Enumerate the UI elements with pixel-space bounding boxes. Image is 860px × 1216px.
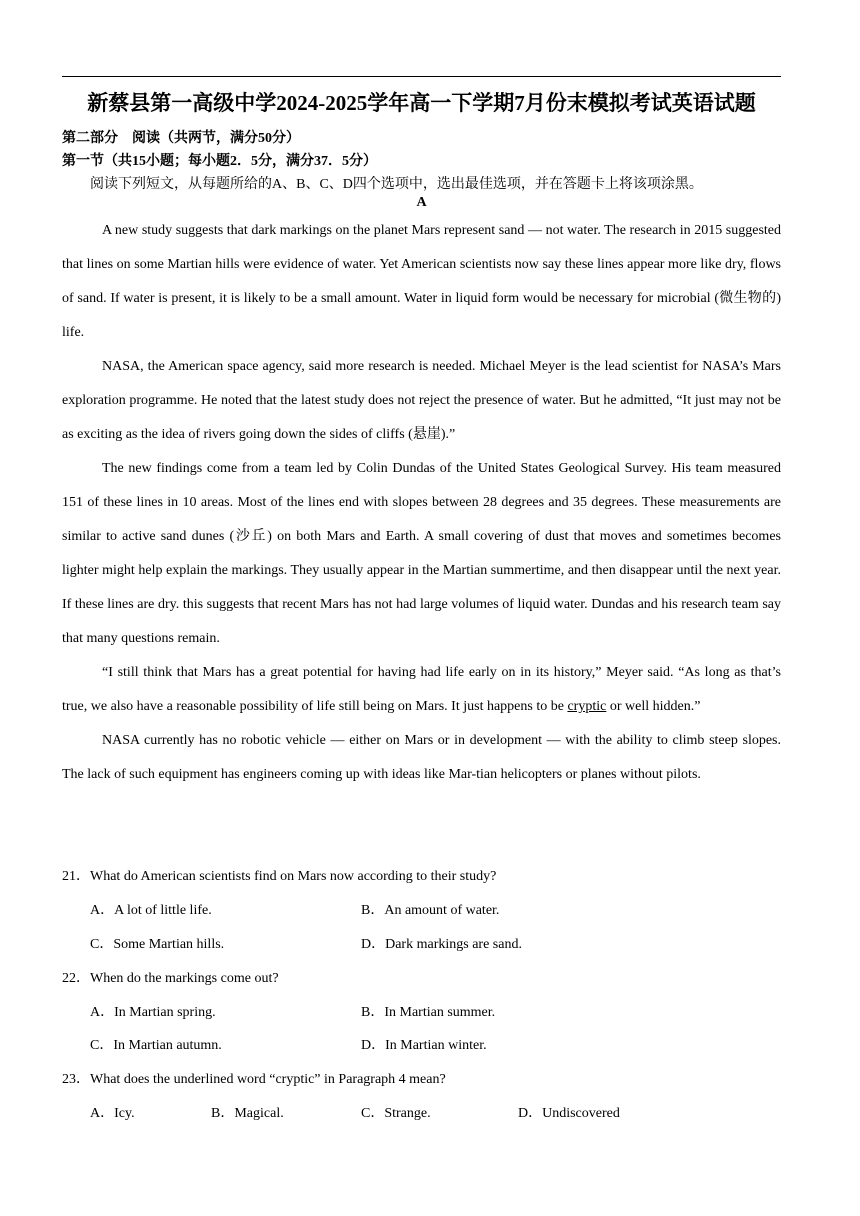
question-21-option-a: A．A lot of little life. — [90, 903, 212, 918]
question-23-option-a: A．Icy. — [90, 1106, 135, 1121]
underlined-word: cryptic — [567, 699, 607, 714]
question-22-stem: 22．When do the markings come out? — [62, 971, 279, 986]
question-21-option-d: D．Dark markings are sand. — [361, 937, 522, 952]
part-heading: 第二部分 阅读（共两节，满分50分） — [62, 131, 300, 146]
paragraph-2: NASA, the American space agency, said more research is needed. Michael Meyer is the lead scientist for NASA’s Mars exploration programme. He noted that the latest study does not reject the presence of water. But he admitted, “It just may not be as exciting as the idea of rivers going down the sides of cliffs (悬崖).” — [62, 359, 781, 442]
paragraph-3: The new findings come from a team led by Colin Dundas of the United States Geological Survey. His team measured 151 of these lines in 10 areas. Most of the lines end with slopes between 28 degrees and 35 degrees. These measurements are similar to active sand dunes (沙丘) on both Mars and Earth. A small covering of dust that moves and sometimes becomes lighter might help explain the markings. They usually appear in the Martian summertime, and then disappear until the next year. If these lines are dry. this suggests that recent Mars has not had large volumes of liquid water. Dundas and his research team say that many questions remain. — [62, 461, 781, 646]
paragraph-4-text-start: “I still think that Mars has a great potential for having had life early on in its history,” Meyer said. “As long as that’s true, we also have a reasonable possibility of life still being on Mars. It just happens to be — [62, 665, 781, 714]
question-23-option-d: D．Undiscovered — [518, 1106, 620, 1121]
passage-label: A — [416, 195, 427, 210]
question-23-stem: 23．What does the underlined word “cryptic” in Paragraph 4 mean? — [62, 1072, 446, 1087]
question-22-option-a: A．In Martian spring. — [90, 1005, 216, 1020]
question-22-option-d: D．In Martian winter. — [361, 1038, 487, 1053]
header-rule — [62, 76, 781, 77]
paragraph-4 — [62, 656, 781, 724]
exam-title: 新蔡县第一高级中学2024-2025学年高一下学期7月份末模拟考试英语试题 — [87, 91, 756, 115]
paragraph-4-text-end: or well hidden.” — [606, 699, 701, 714]
passage-a — [62, 214, 781, 792]
question-22-option-c: C．In Martian autumn. — [90, 1038, 222, 1053]
section-heading: 第一节（共15小题；每小题2．5分，满分37．5分） — [62, 154, 377, 169]
paragraph-1: A new study suggests that dark markings on the planet Mars represent sand — not water. The research in 2015 suggested that lines on some Martian hills were evidence of water. Yet American scientists now say these lines appear more like dry, flows of sand. If water is present, it is likely to be a small amount. Water in liquid form would be necessary for microbial (微生物的) life. — [62, 223, 781, 340]
question-21-option-b: B．An amount of water. — [361, 903, 500, 918]
instruction-text: 阅读下列短文，从每题所给的A、B、C、D四个选项中，选出最佳选项，并在答题卡上将该项涂黑。 — [90, 177, 703, 192]
question-21-option-c: C．Some Martian hills. — [90, 937, 225, 952]
paragraph-5: NASA currently has no robotic vehicle — either on Mars or in development — with the ability to climb steep slopes. The lack of such equipment has engineers coming up with ideas like Mar-tian helicopters or planes without pilots. — [62, 733, 781, 782]
question-23-option-c: C．Strange. — [361, 1106, 431, 1121]
question-23-option-b: B．Magical. — [211, 1106, 284, 1121]
question-22-option-b: B．In Martian summer. — [361, 1005, 496, 1020]
question-21-stem: 21．What do American scientists find on Mars now according to their study? — [62, 869, 497, 884]
